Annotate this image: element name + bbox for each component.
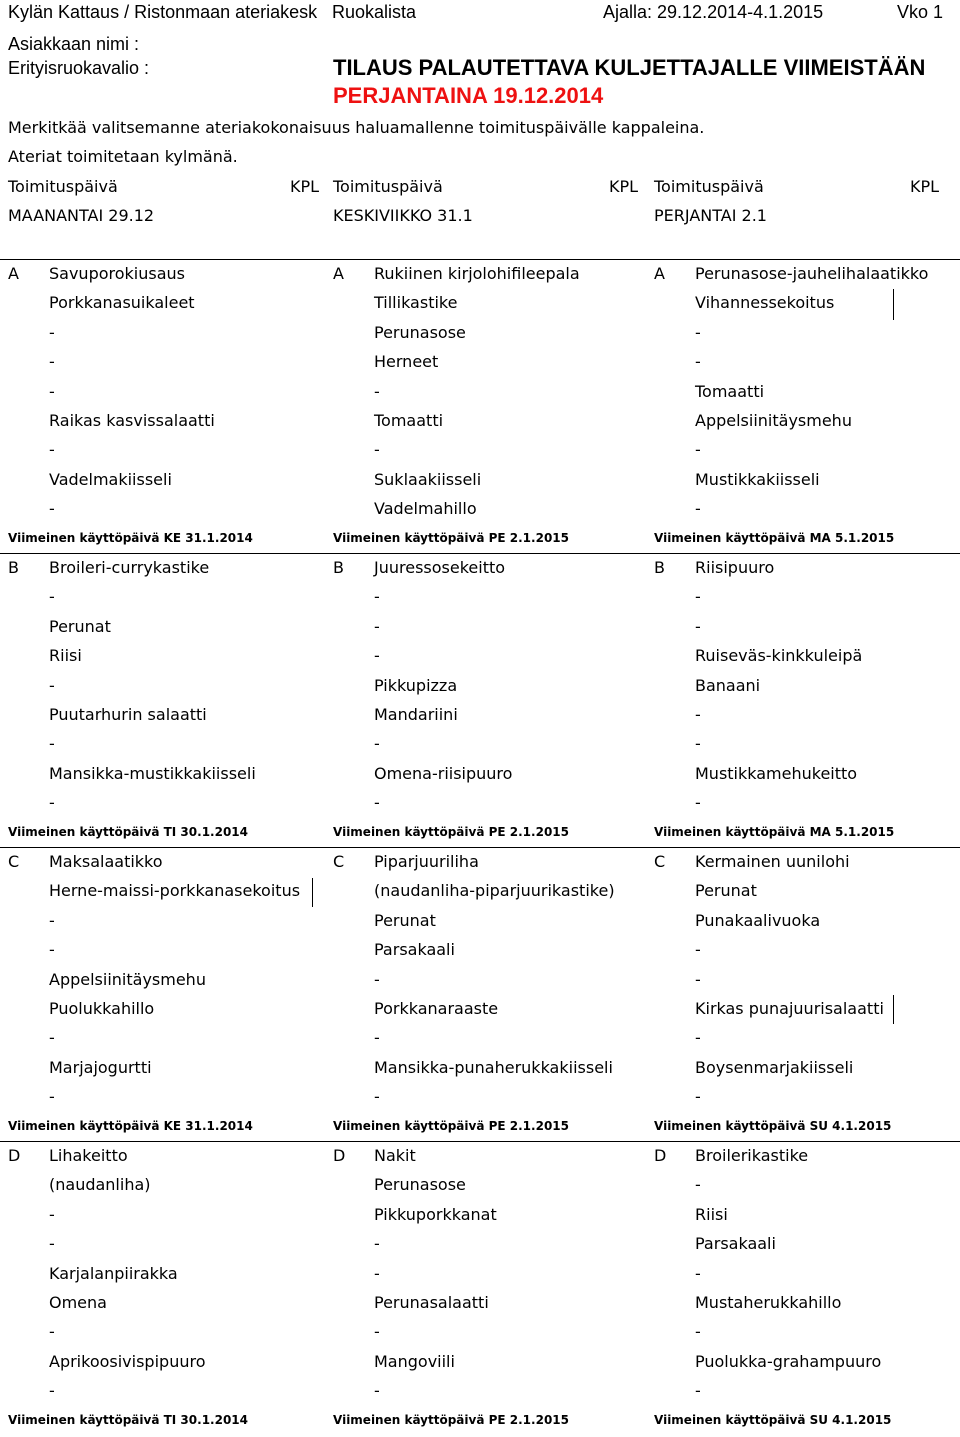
menu-item: - — [374, 381, 380, 401]
menu-item: Aprikoosivispipuuro — [49, 1351, 206, 1371]
menu-item: Perunasose — [374, 1175, 466, 1195]
delivery-note: Ateriat toimitetaan kylmänä. — [8, 147, 238, 166]
menu-item: Tomaatti — [374, 411, 444, 430]
menu-item: - — [374, 1381, 380, 1401]
menu-item: Vadelmakiisseli — [49, 469, 172, 489]
menu-item: Vadelmahillo — [374, 499, 477, 519]
menu-item: (naudanliha-piparjuurikastike) — [374, 881, 615, 901]
meal-letter: C — [333, 852, 345, 871]
menu-item: Pikkupizza — [374, 675, 458, 695]
menu-item: - — [695, 616, 701, 636]
menu-item: - — [49, 440, 55, 460]
order-deadline: PERJANTAINA 19.12.2014 — [333, 83, 604, 108]
menu-item: Broilerikastike — [695, 1146, 809, 1165]
best-before-date: Viimeinen käyttöpäivä PE 2.1.2015 — [333, 1412, 569, 1427]
menu-item: - — [695, 793, 701, 813]
menu-item: Mustikkakiisseli — [695, 469, 820, 489]
menu-item: - — [695, 440, 701, 460]
menu-item: Tillikastike — [374, 293, 458, 313]
best-before-date: Viimeinen käyttöpäivä MA 5.1.2015 — [654, 530, 895, 545]
menu-item: - — [49, 1087, 55, 1107]
best-before-date: Viimeinen käyttöpäivä PE 2.1.2015 — [333, 1118, 569, 1133]
menu-item: Perunat — [49, 616, 111, 636]
best-before-date: Viimeinen käyttöpäivä MA 5.1.2015 — [654, 824, 895, 839]
delivery-day-label: Toimituspäivä — [333, 177, 443, 196]
menu-item: - — [374, 1322, 380, 1342]
menu-item: - — [49, 910, 55, 930]
best-before-date: Viimeinen käyttöpäivä TI 30.1.2014 — [8, 1412, 248, 1427]
menu-item: - — [695, 734, 701, 754]
menu-item: - — [374, 793, 380, 813]
delivery-day-wednesday: KESKIVIIKKO 31.1 — [333, 206, 473, 225]
menu-item: Marjajogurtti — [49, 1057, 152, 1077]
meal-letter: A — [333, 264, 344, 283]
meal-letter: D — [8, 1146, 21, 1165]
best-before-date: Viimeinen käyttöpäivä KE 31.1.2014 — [8, 1118, 253, 1133]
menu-item: - — [374, 587, 380, 607]
meal-section-d — [0, 1141, 960, 1435]
menu-item: Lihakeitto — [49, 1146, 128, 1165]
menu-item: Perunat — [374, 910, 436, 930]
meal-section-c — [0, 847, 960, 1141]
menu-item: Suklaakiisseli — [374, 469, 482, 489]
menu-item: Savuporokiusaus — [49, 264, 185, 283]
menu-item: (naudanliha) — [49, 1175, 151, 1195]
menu-item: Herneet — [374, 352, 439, 372]
best-before-date: Viimeinen käyttöpäivä TI 30.1.2014 — [8, 824, 248, 839]
menu-item: Perunat — [695, 881, 757, 901]
menu-item: - — [695, 705, 701, 724]
menu-item: - — [374, 616, 380, 636]
menu-item: - — [695, 1087, 701, 1107]
meal-letter: D — [333, 1146, 346, 1165]
menu-item: - — [49, 1322, 55, 1342]
menu-item: - — [695, 1263, 701, 1283]
menu-item: Juuressosekeitto — [374, 558, 506, 577]
menu-item: - — [374, 969, 380, 989]
section-divider — [0, 1141, 960, 1142]
meal-letter: A — [8, 264, 19, 283]
menu-item: - — [49, 1204, 55, 1224]
menu-item: Piparjuuriliha — [374, 852, 479, 871]
menu-item: - — [374, 1028, 380, 1048]
menu-item: - — [374, 1234, 380, 1254]
menu-item: Mansikka-mustikkakiisseli — [49, 763, 256, 783]
menu-item: - — [695, 352, 701, 372]
menu-item: Punakaalivuoka — [695, 910, 821, 930]
menu-item: - — [49, 940, 55, 960]
meal-section-a — [0, 259, 960, 553]
quantity-label: KPL — [910, 177, 940, 196]
menu-item: Kermainen uunilohi — [695, 852, 850, 871]
menu-item: - — [49, 793, 55, 813]
menu-item: Banaani — [695, 675, 761, 695]
menu-item: - — [695, 1322, 701, 1342]
delivery-day-label: Toimituspäivä — [654, 177, 764, 196]
cell-border — [893, 995, 894, 1024]
best-before-date: Viimeinen käyttöpäivä SU 4.1.2015 — [654, 1412, 892, 1427]
menu-item: Perunasalaatti — [374, 1293, 489, 1312]
menu-item: Parsakaali — [695, 1234, 776, 1254]
menu-item: - — [49, 1028, 55, 1048]
menu-item: Mansikka-punaherukkakiisseli — [374, 1057, 613, 1077]
menu-item: Porkkanasuikaleet — [49, 293, 195, 313]
best-before-date: Viimeinen käyttöpäivä PE 2.1.2015 — [333, 530, 569, 545]
menu-item: Mustaherukkahillo — [695, 1293, 842, 1312]
menu-item: Perunasose — [374, 322, 466, 342]
menu-period: Ajalla: 29.12.2014-4.1.2015 — [603, 2, 824, 22]
menu-item: Appelsiinitäysmehu — [49, 969, 206, 989]
menu-item: - — [695, 587, 701, 607]
menu-item: Omena — [49, 1293, 107, 1312]
menu-item: - — [695, 499, 701, 519]
best-before-date: Viimeinen käyttöpäivä KE 31.1.2014 — [8, 530, 253, 545]
menu-item: Perunasose-jauhelihalaatikko — [695, 264, 929, 283]
order-return-notice: TILAUS PALAUTETTAVA KULJETTAJALLE VIIMEISTÄÄN — [333, 55, 926, 80]
menu-item: Riisipuuro — [695, 558, 775, 577]
delivery-day-label: Toimituspäivä — [8, 177, 118, 196]
menu-item: - — [49, 734, 55, 754]
menu-item: Boysenmarjakiisseli — [695, 1057, 854, 1077]
menu-item: Vihannessekoitus — [695, 293, 835, 313]
menu-item: Porkkanaraaste — [374, 999, 499, 1018]
menu-item: - — [49, 675, 55, 695]
menu-item: Ruiseväs-kinkkuleipä — [695, 646, 863, 666]
special-diet-label: Erityisruokavalio : — [8, 58, 150, 78]
menu-item: Raikas kasvissalaatti — [49, 411, 215, 430]
menu-item: - — [49, 499, 55, 519]
menu-item: Mustikkamehukeitto — [695, 763, 858, 783]
menu-item: - — [49, 1234, 55, 1254]
menu-item: Riisi — [695, 1204, 728, 1224]
menu-item: - — [695, 322, 701, 342]
menu-item: - — [374, 1087, 380, 1107]
menu-item: - — [374, 440, 380, 460]
menu-item: Rukiinen kirjolohifileepala — [374, 264, 580, 283]
menu-item: Puutarhurin salaatti — [49, 705, 207, 724]
menu-item: Mandariini — [374, 705, 458, 724]
meal-letter: C — [8, 852, 20, 871]
menu-item: Herne-maissi-porkkanasekoitus — [49, 881, 301, 901]
menu-item: Broileri-currykastike — [49, 558, 210, 577]
cell-border — [893, 289, 894, 320]
organization-name: Kylän Kattaus / Ristonmaan ateriakesk — [8, 2, 318, 22]
meal-section-b — [0, 553, 960, 847]
menu-item: - — [695, 940, 701, 960]
menu-item: - — [695, 1175, 701, 1195]
menu-item: Puolukka-grahampuuro — [695, 1351, 882, 1371]
cell-border — [312, 878, 313, 907]
best-before-date: Viimeinen käyttöpäivä SU 4.1.2015 — [654, 1118, 892, 1133]
menu-item: Pikkuporkkanat — [374, 1204, 497, 1224]
menu-item: - — [695, 969, 701, 989]
menu-item: Parsakaali — [374, 940, 455, 960]
menu-item: Appelsiinitäysmehu — [695, 411, 852, 430]
menu-item: - — [49, 587, 55, 607]
order-instruction: Merkitkää valitsemanne ateriakokonaisuus haluamallenne toimituspäivälle kappaleina. — [8, 118, 705, 137]
menu-item: - — [374, 646, 380, 666]
quantity-label: KPL — [290, 177, 320, 196]
menu-item: - — [49, 381, 55, 401]
best-before-date: Viimeinen käyttöpäivä PE 2.1.2015 — [333, 824, 569, 839]
menu-item: Maksalaatikko — [49, 852, 163, 871]
menu-item: Kirkas punajuurisalaatti — [695, 999, 884, 1018]
menu-title: Ruokalista — [332, 2, 417, 22]
meal-letter: B — [654, 558, 665, 577]
menu-item: - — [49, 1381, 55, 1401]
meal-letter: A — [654, 264, 665, 283]
menu-item: Mangoviili — [374, 1351, 455, 1371]
quantity-label: KPL — [609, 177, 639, 196]
menu-item: - — [49, 352, 55, 372]
menu-item: Riisi — [49, 646, 82, 666]
customer-name-label: Asiakkaan nimi : — [8, 34, 140, 54]
week-number: Vko 1 — [897, 2, 944, 22]
menu-item: Karjalanpiirakka — [49, 1263, 178, 1283]
menu-item: Tomaatti — [695, 381, 765, 401]
menu-item: Nakit — [374, 1146, 416, 1165]
delivery-day-monday: MAANANTAI 29.12 — [8, 206, 155, 225]
meal-letter: B — [333, 558, 344, 577]
menu-item: Omena-riisipuuro — [374, 763, 513, 783]
menu-item: Puolukkahillo — [49, 999, 155, 1018]
meal-letter: D — [654, 1146, 667, 1165]
menu-item: - — [695, 1381, 701, 1401]
meal-letter: C — [654, 852, 666, 871]
meal-letter: B — [8, 558, 19, 577]
menu-item: - — [49, 322, 55, 342]
menu-item: - — [374, 1263, 380, 1283]
menu-item: - — [695, 1028, 701, 1048]
delivery-day-friday: PERJANTAI 2.1 — [654, 206, 767, 225]
menu-item: - — [374, 734, 380, 754]
